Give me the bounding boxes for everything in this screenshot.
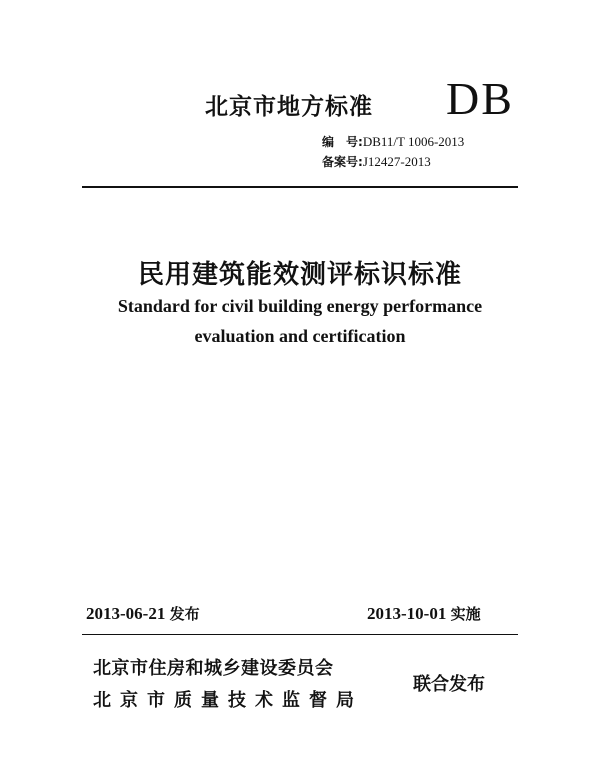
standard-number-value: DB11/T 1006-2013: [362, 134, 465, 149]
standard-category: 北京市地方标准: [205, 94, 373, 120]
implement-date: [367, 603, 481, 624]
issue-date-value: 2013-06-21: [86, 604, 166, 623]
filing-number-label: 备案号:: [322, 155, 363, 169]
implement-date-label: 实施: [450, 605, 481, 623]
header-divider: [82, 186, 518, 188]
issuer-housing-commission: 北京市住房和城乡建设委员会: [93, 658, 334, 679]
standard-number: [322, 133, 464, 150]
filing-number: [322, 153, 431, 170]
standard-number-label: 编 号:: [322, 135, 363, 149]
issue-date-label: 发布: [169, 605, 200, 623]
implement-date-value: 2013-10-01: [367, 604, 447, 623]
footer-divider: [82, 634, 518, 635]
title-english-line2: evaluation and certification: [194, 326, 406, 346]
title-english-line1: Standard for civil building energy performance: [117, 296, 483, 316]
issuer-quality-bureau: 北京市质量技术监督局: [93, 690, 363, 711]
issue-date: [86, 603, 200, 624]
standard-code: DB: [446, 73, 514, 124]
filing-number-value: J12427-2013: [362, 154, 431, 169]
title-chinese: 民用建筑能效测评标识标准: [137, 260, 462, 290]
joint-issue-label: 联合发布: [413, 674, 485, 695]
